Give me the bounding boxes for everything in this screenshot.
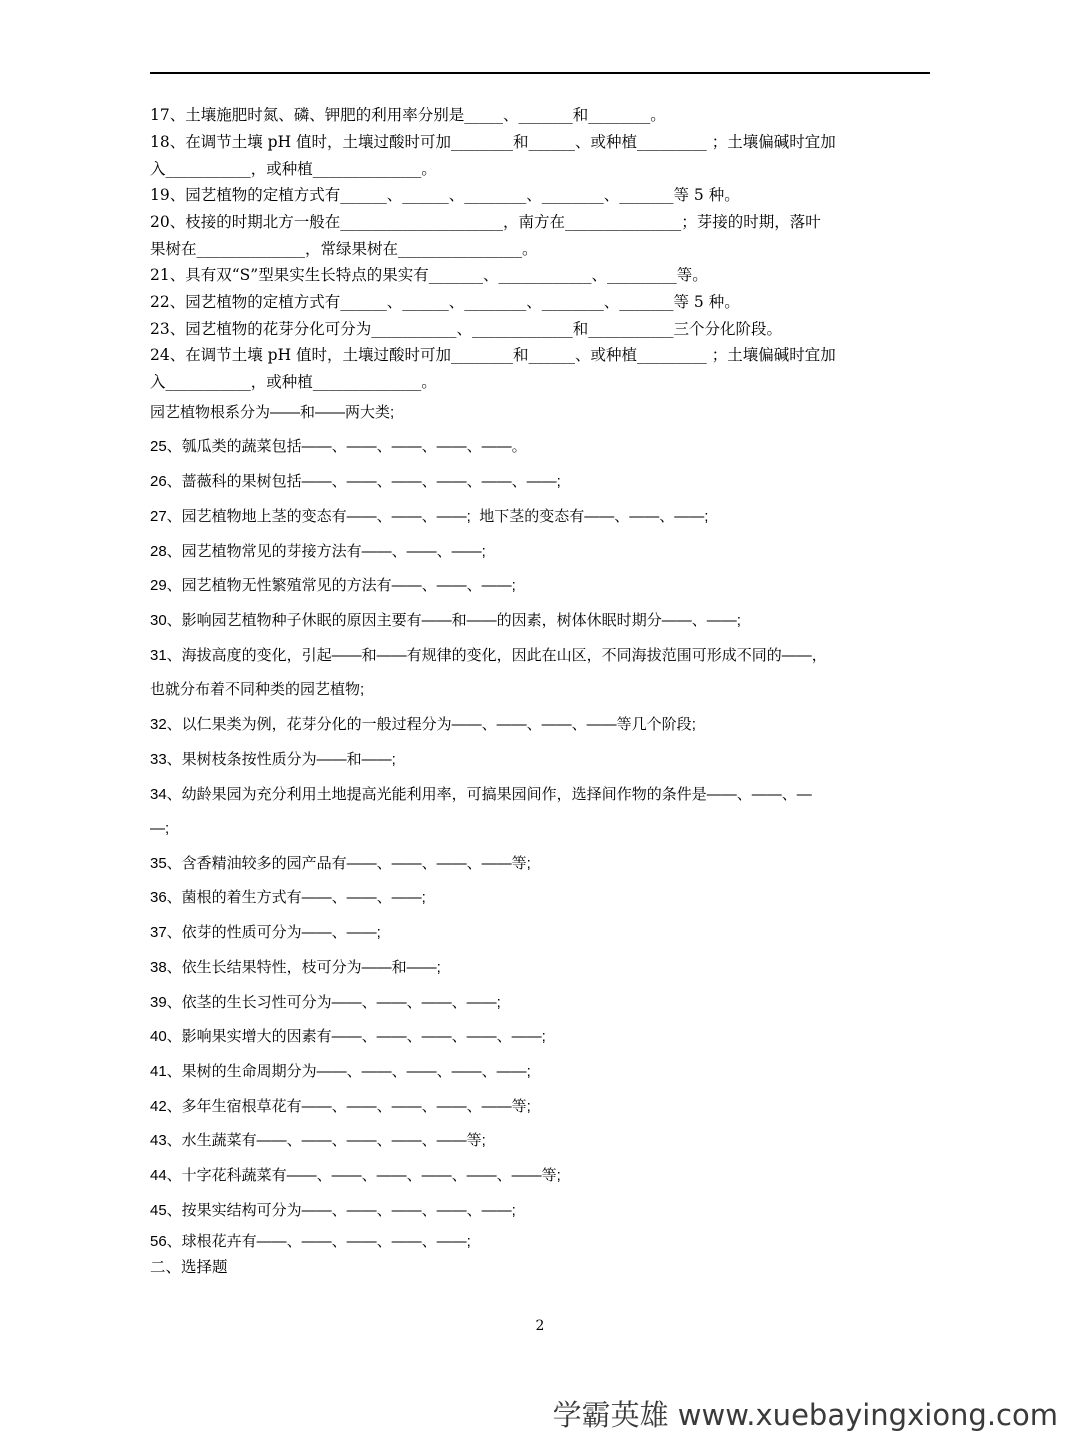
text-line: 园艺植物根系分为——和——两大类;	[150, 404, 395, 421]
text-line: 23、园艺植物的花芽分化可分为___________、_____________和___________三个分化阶段。	[150, 320, 782, 338]
text-line: 28、园艺植物常见的芽接方法有——、——、——;	[150, 543, 486, 560]
text-line: 36、菌根的着生方式有——、——、——;	[150, 889, 426, 906]
text-line: 31、海拔高度的变化，引起——和——有规律的变化，因此在山区，不同海拔范围可形成不同的——，	[150, 647, 827, 664]
text-line: 30、影响园艺植物种子休眠的原因主要有——和——的因素，树体休眠时期分——、——;	[150, 612, 741, 629]
text-line: 入___________，或种植______________。	[150, 160, 437, 178]
text-line: 22、园艺植物的定植方式有______、______、________、________、_______等 5 种。	[150, 293, 740, 311]
text-line: 43、水生蔬菜有——、——、——、——、——等;	[150, 1132, 486, 1149]
text-line: 44、十字花科蔬菜有——、——、——、——、——、——等;	[150, 1167, 561, 1184]
text-line: 29、园艺植物无性繁殖常见的方法有——、——、——;	[150, 577, 516, 594]
header-rule	[150, 72, 930, 74]
text-line: 38、依生长结果特性，枝可分为——和——;	[150, 959, 441, 976]
text-line: 19、园艺植物的定植方式有______、______、________、________、_______等 5 种。	[150, 186, 740, 204]
watermark: 学霸英雄 www.xuebayingxiong.com	[552, 1398, 1058, 1432]
text-line: 40、影响果实增大的因素有——、——、——、——、——;	[150, 1028, 546, 1045]
text-line: 也就分布着不同种类的园艺植物;	[150, 681, 365, 698]
text-line: 33、果树枝条按性质分为——和——;	[150, 751, 396, 768]
text-line: 41、果树的生命周期分为——、——、——、——、——;	[150, 1063, 531, 1080]
text-line: 39、依茎的生长习性可分为——、——、——、——;	[150, 994, 501, 1011]
text-line: 果树在______________，常绿果树在________________。	[150, 240, 538, 258]
text-line: 32、以仁果类为例，花芽分化的一般过程分为——、——、——、——等几个阶段;	[150, 716, 696, 733]
text-line: 20、枝接的时期北方一般在_____________________，南方在_______________；芽接的时期，落叶	[150, 213, 821, 231]
text-line: 入___________，或种植______________。	[150, 373, 437, 391]
text-line: 42、多年生宿根草花有——、——、——、——、——等;	[150, 1098, 531, 1115]
text-line: 34、幼龄果园为充分利用土地提高光能利用率，可搞果园间作，选择间作物的条件是——、——、—	[150, 786, 812, 803]
text-line: 24、在调节土壤 pH 值时，土壤过酸时可加________和______、或种植_________ ；土壤偏碱时宜加	[150, 346, 836, 364]
text-line: 26、蔷薇科的果树包括——、——、——、——、——、——;	[150, 473, 561, 490]
text-line: 27、园艺植物地上茎的变态有——、——、——; 地下茎的变态有——、——、——;	[150, 508, 709, 525]
text-line: 56、球根花卉有——、——、——、——、——;	[150, 1233, 471, 1250]
text-line: 18、在调节土壤 pH 值时，土壤过酸时可加________和______、或种植_________ ；土壤偏碱时宜加	[150, 133, 836, 151]
text-line: 37、依芽的性质可分为——、——;	[150, 924, 381, 941]
text-line: 17、土壤施肥时氮、磷、钾肥的利用率分别是_____、_______和________。	[150, 106, 666, 124]
text-line: 45、按果实结构可分为——、——、——、——、——;	[150, 1202, 516, 1219]
page-number: 2	[535, 1318, 545, 1334]
text-line: —;	[150, 820, 170, 837]
text-line: 21、具有双“S”型果实生长特点的果实有_______、____________、_________等。	[150, 266, 708, 284]
text-line: 25、瓠瓜类的蔬菜包括——、——、——、——、——。	[150, 438, 527, 455]
section-heading: 二、选择题	[150, 1258, 228, 1276]
text-line: 35、含香精油较多的园产品有——、——、——、——等;	[150, 855, 531, 872]
